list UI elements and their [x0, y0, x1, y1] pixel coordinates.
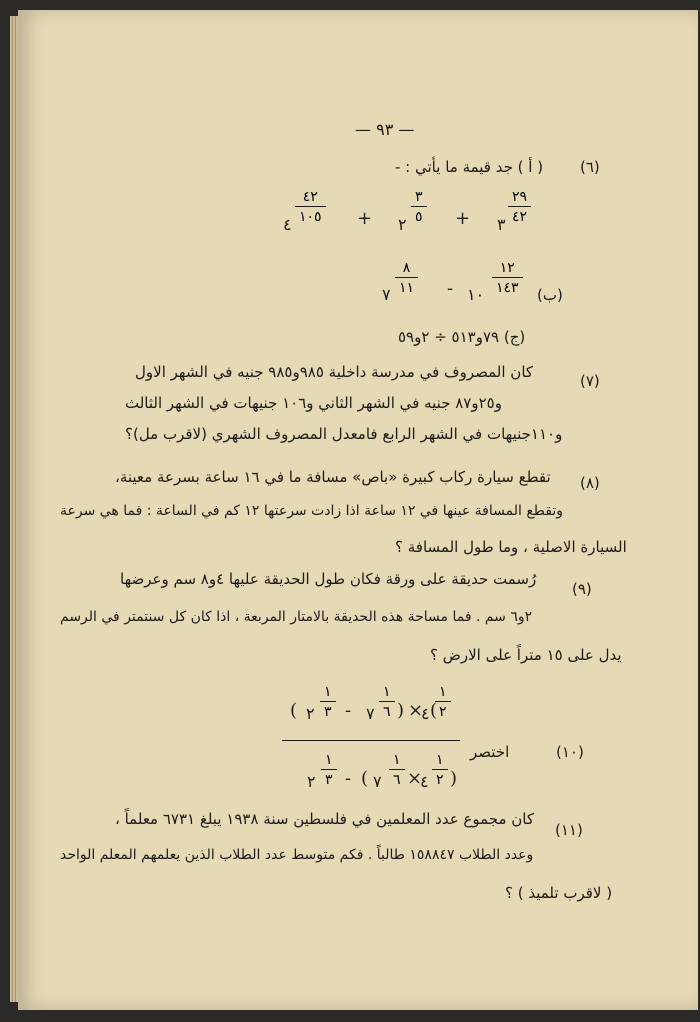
whole: ٤	[421, 704, 430, 723]
q9-line-1: رُسمت حديقة على ورقة فكان طول الحديقة عليها ٤و٨ سم وعرضها	[120, 570, 537, 588]
times-sign: ×	[408, 700, 424, 721]
q9-line-2: ٢و٦ سم . فما مساحة هذه الحديقة بالامتار المربعة ، اذا كان كل سنتمتر في الرسم	[60, 609, 533, 625]
open-paren: (	[361, 768, 369, 789]
q6-number: (٦)	[580, 158, 600, 176]
q8-line-2: وتقطع المسافة عينها في ١٢ ساعة اذا زادت سرعتها ١٢ كم في الساعة : فما هي سرعة	[60, 503, 563, 519]
q10-top-f3	[322, 684, 334, 720]
q6-a-term3-fraction	[297, 189, 324, 225]
denominator: ٥	[415, 208, 423, 225]
q10-bottom-f1	[434, 752, 446, 788]
numerator: ١	[324, 684, 332, 700]
q6-c-expression: (ج) ٧٩و٥١٣ ÷ ٢و٥٩	[398, 328, 526, 346]
q10-bottom-f3	[323, 752, 335, 788]
q9-number: (٩)	[572, 580, 592, 598]
q6-a-term2-whole: ٢	[398, 215, 407, 234]
q11-number: (١١)	[555, 821, 583, 839]
numerator: ١	[393, 752, 401, 768]
q10-bottom-f2	[391, 752, 403, 788]
denominator: ١١	[399, 279, 415, 296]
numerator: ٤٢	[302, 189, 318, 205]
denominator: ٣	[325, 771, 333, 788]
numerator: ١	[436, 752, 444, 768]
q11-line-2: وعدد الطلاب ١٥٨٨٤٧ طالباً . فكم متوسط عدد الطلاب الذين يعلمهم المعلم الواحد	[60, 847, 534, 863]
q7-line-1: كان المصروف في مدرسة داخلية ٩٨٥و٩٨٥ جنيه في الشهر الاول	[135, 363, 534, 381]
whole: ٧	[366, 704, 375, 723]
close-paren: )	[397, 700, 405, 721]
q9-line-3: يدل على ١٥ متراً على الارض ؟	[430, 646, 622, 664]
denominator: ١٠٥	[299, 208, 322, 225]
page-number: — ٩٣ —	[355, 120, 415, 139]
numerator: ٢٩	[512, 189, 528, 205]
plus-sign: +	[357, 208, 373, 229]
q6-a-term3-whole: ٤	[283, 215, 292, 234]
q11-line-1: كان مجموع عدد المعلمين في فلسطين سنة ١٩٣٨ يبلغ ٦٧٣١ معلماً ،	[115, 810, 535, 828]
whole: ٧	[373, 772, 382, 791]
numerator: ١	[383, 684, 391, 700]
q8-line-1: تقطع سيارة ركاب كبيرة «باص» مسافة ما في ١٦ ساعة بسرعة معينة،	[115, 468, 551, 486]
q10-top-f1	[437, 684, 449, 720]
denominator: ٤٢	[512, 208, 528, 225]
numerator: ٣	[415, 189, 423, 205]
q6-b-term1-fraction	[494, 260, 521, 296]
open-paren: (	[430, 700, 438, 721]
q10-label: اختصر	[470, 743, 510, 761]
denominator: ١٤٣	[496, 279, 519, 296]
denominator: ٢	[439, 703, 447, 720]
q6-b-label: (ب)	[537, 286, 563, 304]
q11-line-3: ( لاقرب تلميذ ) ؟	[505, 884, 613, 902]
numerator: ١	[439, 684, 447, 700]
q6-a-term2-fraction	[413, 189, 425, 225]
numerator: ٨	[402, 260, 411, 276]
denominator: ٦	[393, 771, 401, 788]
q10-number: (١٠)	[556, 743, 584, 761]
q6-b-term2-fraction	[397, 260, 416, 296]
whole: ٤	[420, 772, 429, 791]
open-paren: (	[290, 700, 298, 721]
close-paren: )	[450, 768, 458, 789]
q6-a-term1-whole: ٣	[497, 215, 506, 234]
times-sign: ×	[407, 768, 423, 789]
plus-sign: +	[455, 208, 471, 229]
whole: ٢	[306, 704, 315, 723]
minus-sign: -	[345, 768, 352, 789]
q7-line-2: و٢٥و٨٧ جنيه في الشهر الثاني و١٠٦ جنيهات في الشهر الثالث	[125, 394, 502, 412]
denominator: ٣	[324, 703, 332, 720]
minus-sign: -	[447, 278, 454, 299]
denominator: ٢	[436, 771, 444, 788]
q6-a-term1-fraction	[510, 189, 529, 225]
whole: ٢	[307, 772, 316, 791]
q6-a-label: ( أ ) جد قيمة ما يأتي : -	[395, 158, 544, 176]
q6-b-term2-whole: ٧	[382, 285, 391, 304]
q8-number: (٨)	[580, 474, 600, 492]
numerator: ١٢	[499, 260, 515, 276]
minus-sign: -	[345, 700, 352, 721]
q10-top-f2	[381, 684, 393, 720]
main-fraction-bar	[282, 740, 460, 741]
q7-line-3: و١١٠جنيهات في الشهر الرابع فامعدل المصروف الشهري (لاقرب مل)؟	[125, 425, 563, 443]
numerator: ١	[325, 752, 333, 768]
q7-number: (٧)	[580, 372, 600, 390]
q8-line-3: السيارة الاصلية ، وما طول المسافة ؟	[395, 538, 627, 556]
q6-b-term1-whole: ١٠	[467, 285, 485, 304]
denominator: ٦	[383, 703, 391, 720]
